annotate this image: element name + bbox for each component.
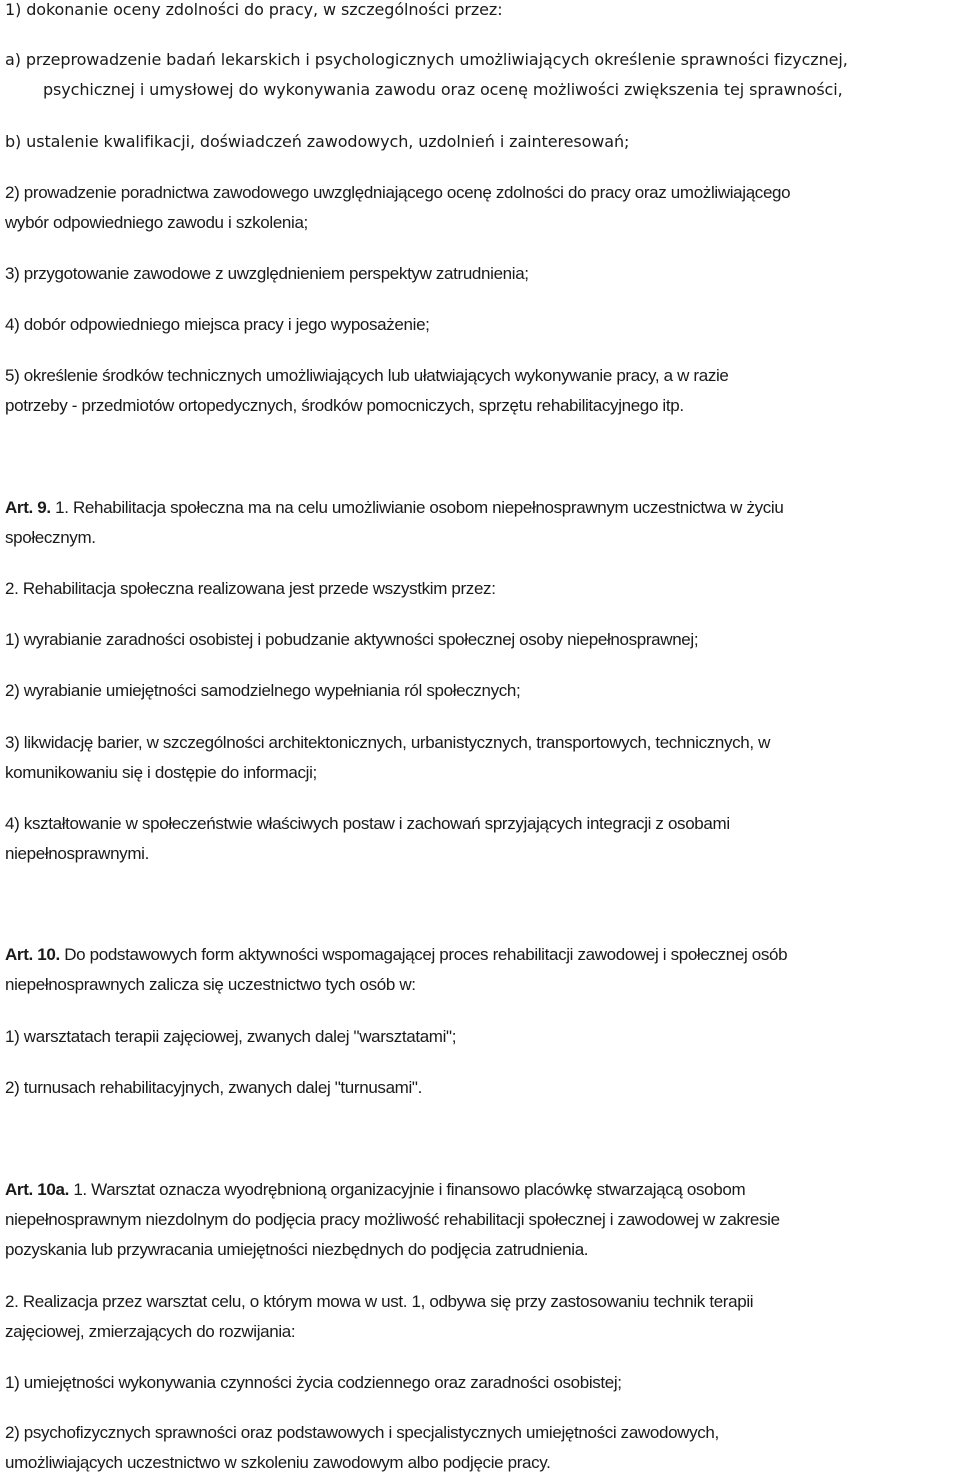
text-line: 2. Realizacja przez warsztat celu, o którym mowa w ust. 1, odbywa się przy zastosowaniu technik terapii xyxy=(5,1292,754,1311)
article-9-paragraph-2 xyxy=(5,579,496,599)
paragraph-number: 2. xyxy=(5,579,19,598)
text-line: wybór odpowiedniego zawodu i szkolenia; xyxy=(5,213,308,232)
text-line: społecznym. xyxy=(5,528,96,547)
text-line: Rehabilitacja społeczna ma na celu umożliwianie osobom niepełnosprawnym uczestnictwa w życiu xyxy=(72,498,784,517)
text-line: 4) dobór odpowiedniego miejsca pracy i jego wyposażenie; xyxy=(5,315,430,334)
text-line: umożliwiających uczestnictwo w szkoleniu zawodowym albo podjęcie pracy. xyxy=(5,1453,551,1472)
text-line: pozyskania lub przywracania umiejętności niezbędnych do podjęcia zatrudnienia. xyxy=(5,1240,589,1259)
text-line: 1) dokonanie oceny zdolności do pracy, w szczególności przez: xyxy=(5,0,503,19)
text-line: a) przeprowadzenie badań lekarskich i psychologicznych umożliwiających określenie sprawności fizycznej, xyxy=(5,50,848,69)
text-line: 3) likwidację barier, w szczególności architektonicznych, urbanistycznych, transportowych, technicznych, w xyxy=(5,733,771,752)
article-9-paragraph-1 xyxy=(5,498,783,518)
text-line: potrzeby - przedmiotów ortopedycznych, środków pomocniczych, sprzętu rehabilitacyjnego itp. xyxy=(5,396,684,415)
text-line: 5) określenie środków technicznych umożliwiających lub ułatwiających wykonywanie pracy, a w razie xyxy=(5,366,729,385)
text-line: 2) psychofizycznych sprawności oraz podstawowych i specjalistycznych umiejętności zawodowych, xyxy=(5,1423,719,1442)
text-line: 1) umiejętności wykonywania czynności życia codziennego oraz zaradności osobistej; xyxy=(5,1373,622,1392)
text-line: 2) turnusach rehabilitacyjnych, zwanych dalej "turnusami". xyxy=(5,1078,422,1097)
text-line: 3) przygotowanie zawodowe z uwzględnieniem perspektyw zatrudnienia; xyxy=(5,264,529,283)
article-10a-paragraph-1 xyxy=(5,1180,745,1200)
article-label: Art. 10a. xyxy=(5,1180,69,1199)
article-10 xyxy=(5,945,787,965)
text-line: zajęciowej, zmierzających do rozwijania: xyxy=(5,1322,296,1341)
article-label: Art. 10. xyxy=(5,945,60,964)
text-line: b) ustalenie kwalifikacji, doświadczeń zawodowych, uzdolnień i zainteresowań; xyxy=(5,132,630,151)
text-line: 4) kształtowanie w społeczeństwie właściwych postaw i zachowań sprzyjających integracji z osobami xyxy=(5,814,730,833)
paragraph-number: 1. xyxy=(55,498,69,517)
text-line: Do podstawowych form aktywności wspomagającej proces rehabilitacji zawodowej i społecznej osób xyxy=(64,945,788,964)
text-line: 2) prowadzenie poradnictwa zawodowego uwzględniającego ocenę zdolności do pracy oraz umożliwiającego xyxy=(5,183,791,202)
text-line: niepełnosprawnymi. xyxy=(5,844,149,863)
article-label: Art. 9. xyxy=(5,498,51,517)
text-line: niepełnosprawnych zalicza się uczestnictwo tych osób w: xyxy=(5,975,416,994)
text-line: komunikowaniu się i dostępie do informacji; xyxy=(5,763,317,782)
text-line: 2) wyrabianie umiejętności samodzielnego wypełniania ról społecznych; xyxy=(5,681,521,700)
text-line: niepełnosprawnym niezdolnym do podjęcia pracy możliwość rehabilitacji społecznej i zawodowej w zakresie xyxy=(5,1210,780,1229)
text-line: 1) warsztatach terapii zajęciowej, zwanych dalej "warsztatami"; xyxy=(5,1027,457,1046)
text-line: 1) wyrabianie zaradności osobistej i pobudzanie aktywności społecznej osoby niepełnosprawnej; xyxy=(5,630,699,649)
text-line: Rehabilitacja społeczna realizowana jest przede wszystkim przez: xyxy=(22,579,496,598)
text-line: psychicznej i umysłowej do wykonywania zawodu oraz ocenę możliwości zwiększenia tej sprawności, xyxy=(43,80,843,99)
text-line: Warsztat oznacza wyodrębnioną organizacyjnie i finansowo placówkę stwarzającą osobom xyxy=(91,1180,746,1199)
paragraph-number: 1. xyxy=(73,1180,87,1199)
